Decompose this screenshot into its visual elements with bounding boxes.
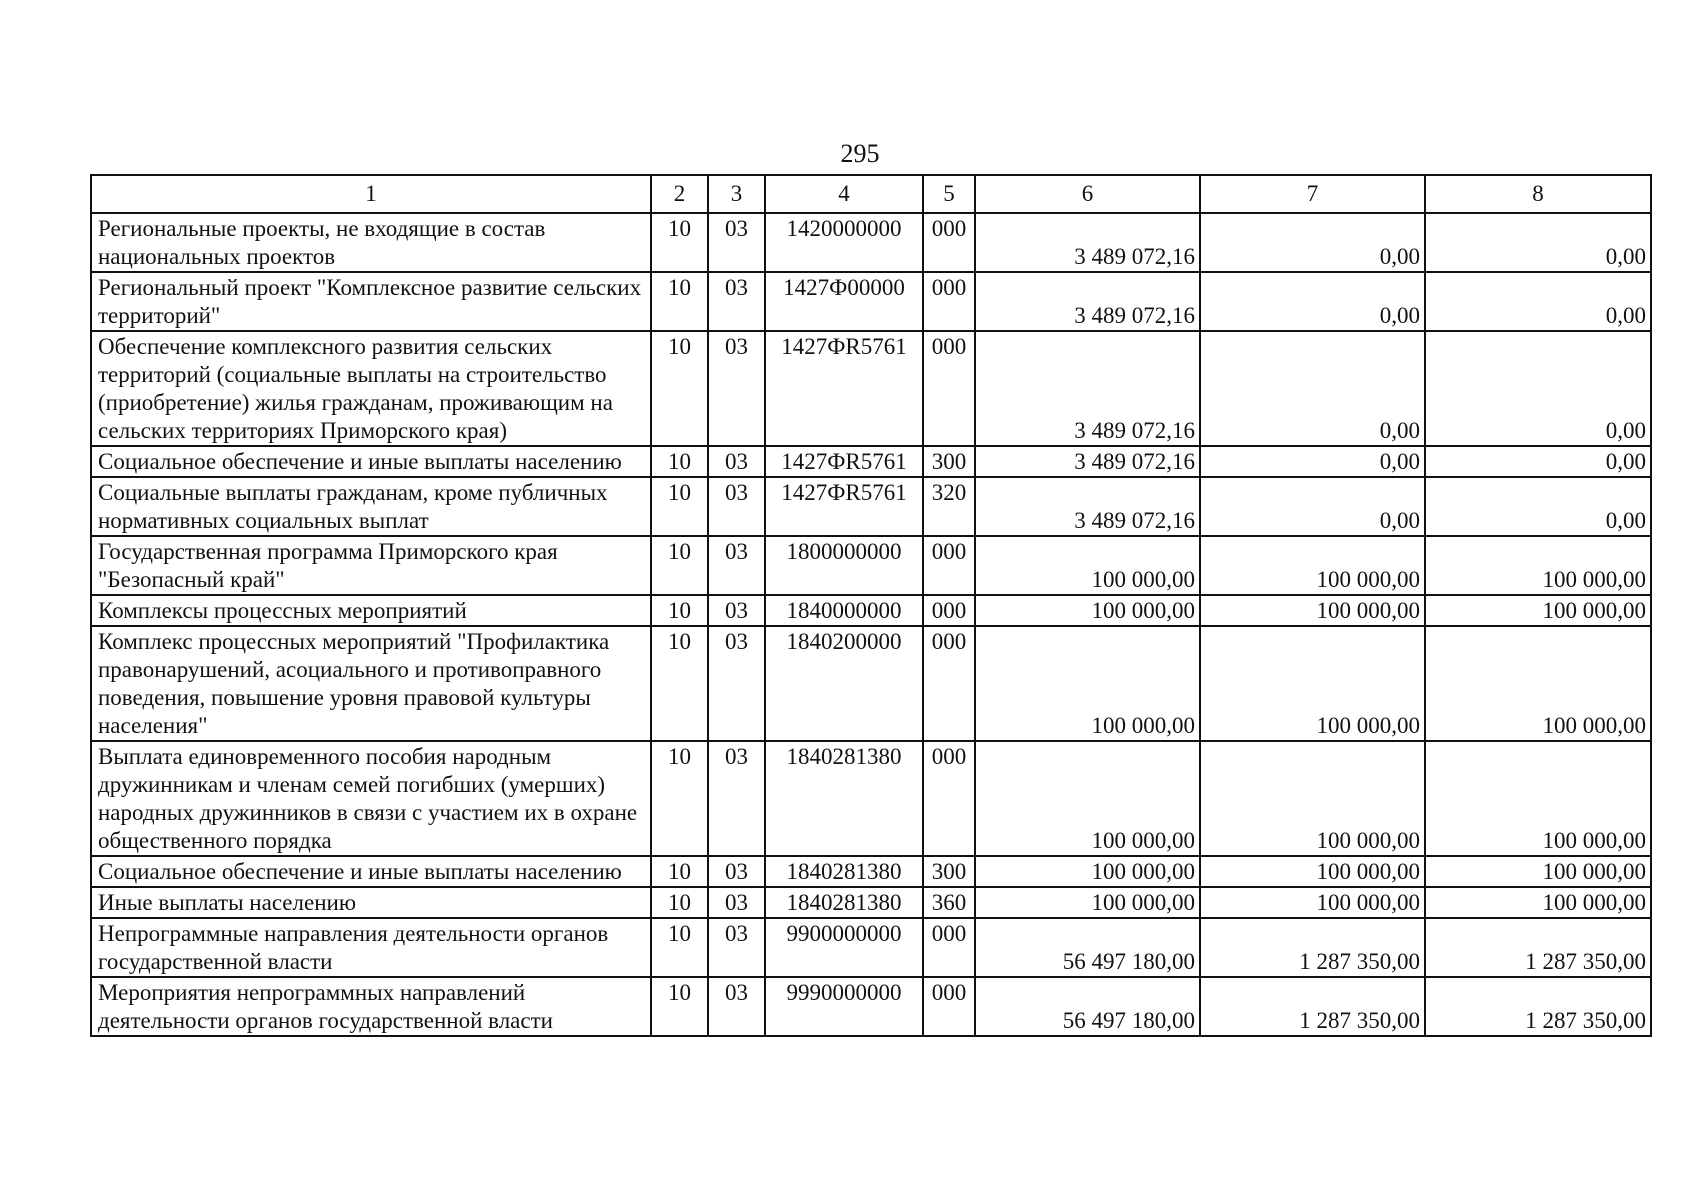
- amount-col6: 3 489 072,16: [975, 446, 1200, 477]
- section-code: 10: [651, 536, 708, 595]
- amount-col6: 3 489 072,16: [975, 331, 1200, 446]
- expense-type-code: 000: [923, 331, 975, 446]
- header-row: [91, 175, 1651, 213]
- amount-col7: 0,00: [1200, 446, 1425, 477]
- target-article-code: 1427Ф00000: [765, 272, 923, 331]
- amount-col8: 0,00: [1425, 272, 1651, 331]
- subsection-code: 03: [708, 331, 765, 446]
- subsection-code: 03: [708, 626, 765, 741]
- amount-col7: 1 287 350,00: [1200, 977, 1425, 1036]
- amount-col7: 100 000,00: [1200, 595, 1425, 626]
- amount-col6: 100 000,00: [975, 536, 1200, 595]
- row-name: Комплекс процессных мероприятий "Профилактика правонарушений, асоциального и противоправного поведения, повышение уровня правовой культуры населения": [91, 626, 651, 741]
- section-code: 10: [651, 887, 708, 918]
- target-article-code: 1840000000: [765, 595, 923, 626]
- expense-type-code: 000: [923, 595, 975, 626]
- expense-type-code: 000: [923, 272, 975, 331]
- section-code: 10: [651, 331, 708, 446]
- target-article-code: 1427ФR5761: [765, 477, 923, 536]
- table-row: [91, 856, 1651, 887]
- amount-col7: 0,00: [1200, 477, 1425, 536]
- table-row: [91, 595, 1651, 626]
- row-name: Обеспечение комплексного развития сельских территорий (социальные выплаты на строительство (приобретение) жилья гражданам, проживающим на сельских территориях Приморского края): [91, 331, 651, 446]
- row-name: Региональный проект "Комплексное развитие сельских территорий": [91, 272, 651, 331]
- target-article-code: 1427ФR5761: [765, 331, 923, 446]
- column-header: 5: [923, 175, 975, 213]
- section-code: 10: [651, 446, 708, 477]
- amount-col7: 100 000,00: [1200, 741, 1425, 856]
- expense-type-code: 000: [923, 977, 975, 1036]
- row-name: Иные выплаты населению: [91, 887, 651, 918]
- target-article-code: 1420000000: [765, 213, 923, 272]
- target-article-code: 9900000000: [765, 918, 923, 977]
- column-header: 2: [651, 175, 708, 213]
- subsection-code: 03: [708, 741, 765, 856]
- row-name: Социальные выплаты гражданам, кроме публичных нормативных социальных выплат: [91, 477, 651, 536]
- column-header: 8: [1425, 175, 1651, 213]
- amount-col8: 0,00: [1425, 331, 1651, 446]
- amount-col8: 0,00: [1425, 446, 1651, 477]
- row-name: Непрограммные направления деятельности органов государственной власти: [91, 918, 651, 977]
- row-name: Выплата единовременного пособия народным дружинникам и членам семей погибших (умерших) народных дружинников в связи с участием их в охране общественного порядка: [91, 741, 651, 856]
- expense-type-code: 000: [923, 741, 975, 856]
- subsection-code: 03: [708, 446, 765, 477]
- section-code: 10: [651, 741, 708, 856]
- budget-table: [90, 174, 1652, 1037]
- expense-type-code: 000: [923, 626, 975, 741]
- section-code: 10: [651, 977, 708, 1036]
- amount-col8: 0,00: [1425, 477, 1651, 536]
- column-header: 3: [708, 175, 765, 213]
- expense-type-code: 320: [923, 477, 975, 536]
- section-code: 10: [651, 477, 708, 536]
- column-header: 6: [975, 175, 1200, 213]
- subsection-code: 03: [708, 213, 765, 272]
- table-row: [91, 918, 1651, 977]
- expense-type-code: 000: [923, 213, 975, 272]
- amount-col6: 3 489 072,16: [975, 272, 1200, 331]
- section-code: 10: [651, 626, 708, 741]
- target-article-code: 9990000000: [765, 977, 923, 1036]
- section-code: 10: [651, 213, 708, 272]
- table-row: [91, 272, 1651, 331]
- row-name: Социальное обеспечение и иные выплаты населению: [91, 446, 651, 477]
- amount-col6: 100 000,00: [975, 887, 1200, 918]
- amount-col8: 1 287 350,00: [1425, 918, 1651, 977]
- expense-type-code: 360: [923, 887, 975, 918]
- amount-col8: 100 000,00: [1425, 595, 1651, 626]
- amount-col7: 0,00: [1200, 331, 1425, 446]
- row-name: Региональные проекты, не входящие в состав национальных проектов: [91, 213, 651, 272]
- expense-type-code: 000: [923, 536, 975, 595]
- section-code: 10: [651, 856, 708, 887]
- amount-col7: 100 000,00: [1200, 626, 1425, 741]
- amount-col7: 100 000,00: [1200, 856, 1425, 887]
- amount-col6: 100 000,00: [975, 626, 1200, 741]
- target-article-code: 1840281380: [765, 741, 923, 856]
- amount-col6: 100 000,00: [975, 856, 1200, 887]
- table-row: [91, 477, 1651, 536]
- amount-col6: 56 497 180,00: [975, 918, 1200, 977]
- table-row: [91, 741, 1651, 856]
- table-row: [91, 446, 1651, 477]
- amount-col6: 100 000,00: [975, 741, 1200, 856]
- amount-col8: 100 000,00: [1425, 887, 1651, 918]
- subsection-code: 03: [708, 595, 765, 626]
- expense-type-code: 300: [923, 446, 975, 477]
- subsection-code: 03: [708, 977, 765, 1036]
- row-name: Комплексы процессных мероприятий: [91, 595, 651, 626]
- expense-type-code: 300: [923, 856, 975, 887]
- column-header: 1: [91, 175, 651, 213]
- amount-col6: 3 489 072,16: [975, 477, 1200, 536]
- amount-col8: 100 000,00: [1425, 856, 1651, 887]
- amount-col8: 0,00: [1425, 213, 1651, 272]
- target-article-code: 1427ФR5761: [765, 446, 923, 477]
- amount-col8: 100 000,00: [1425, 536, 1651, 595]
- amount-col7: 100 000,00: [1200, 536, 1425, 595]
- column-header: 7: [1200, 175, 1425, 213]
- subsection-code: 03: [708, 887, 765, 918]
- amount-col8: 100 000,00: [1425, 741, 1651, 856]
- amount-col7: 100 000,00: [1200, 887, 1425, 918]
- amount-col6: 3 489 072,16: [975, 213, 1200, 272]
- table-row: [91, 331, 1651, 446]
- amount-col8: 1 287 350,00: [1425, 977, 1651, 1036]
- amount-col8: 100 000,00: [1425, 626, 1651, 741]
- row-name: Государственная программа Приморского края "Безопасный край": [91, 536, 651, 595]
- table-row: [91, 977, 1651, 1036]
- target-article-code: 1840281380: [765, 856, 923, 887]
- target-article-code: 1840200000: [765, 626, 923, 741]
- subsection-code: 03: [708, 856, 765, 887]
- section-code: 10: [651, 918, 708, 977]
- page-number: 295: [840, 139, 880, 168]
- column-header: 4: [765, 175, 923, 213]
- table-row: [91, 626, 1651, 741]
- table-row: [91, 887, 1651, 918]
- amount-col6: 100 000,00: [975, 595, 1200, 626]
- amount-col7: 0,00: [1200, 213, 1425, 272]
- row-name: Социальное обеспечение и иные выплаты населению: [91, 856, 651, 887]
- subsection-code: 03: [708, 536, 765, 595]
- amount-col7: 1 287 350,00: [1200, 918, 1425, 977]
- subsection-code: 03: [708, 477, 765, 536]
- subsection-code: 03: [708, 918, 765, 977]
- row-name: Мероприятия непрограммных направлений деятельности органов государственной власти: [91, 977, 651, 1036]
- section-code: 10: [651, 272, 708, 331]
- table-row: [91, 536, 1651, 595]
- section-code: 10: [651, 595, 708, 626]
- target-article-code: 1840281380: [765, 887, 923, 918]
- amount-col7: 0,00: [1200, 272, 1425, 331]
- table-row: [91, 213, 1651, 272]
- subsection-code: 03: [708, 272, 765, 331]
- amount-col6: 56 497 180,00: [975, 977, 1200, 1036]
- expense-type-code: 000: [923, 918, 975, 977]
- target-article-code: 1800000000: [765, 536, 923, 595]
